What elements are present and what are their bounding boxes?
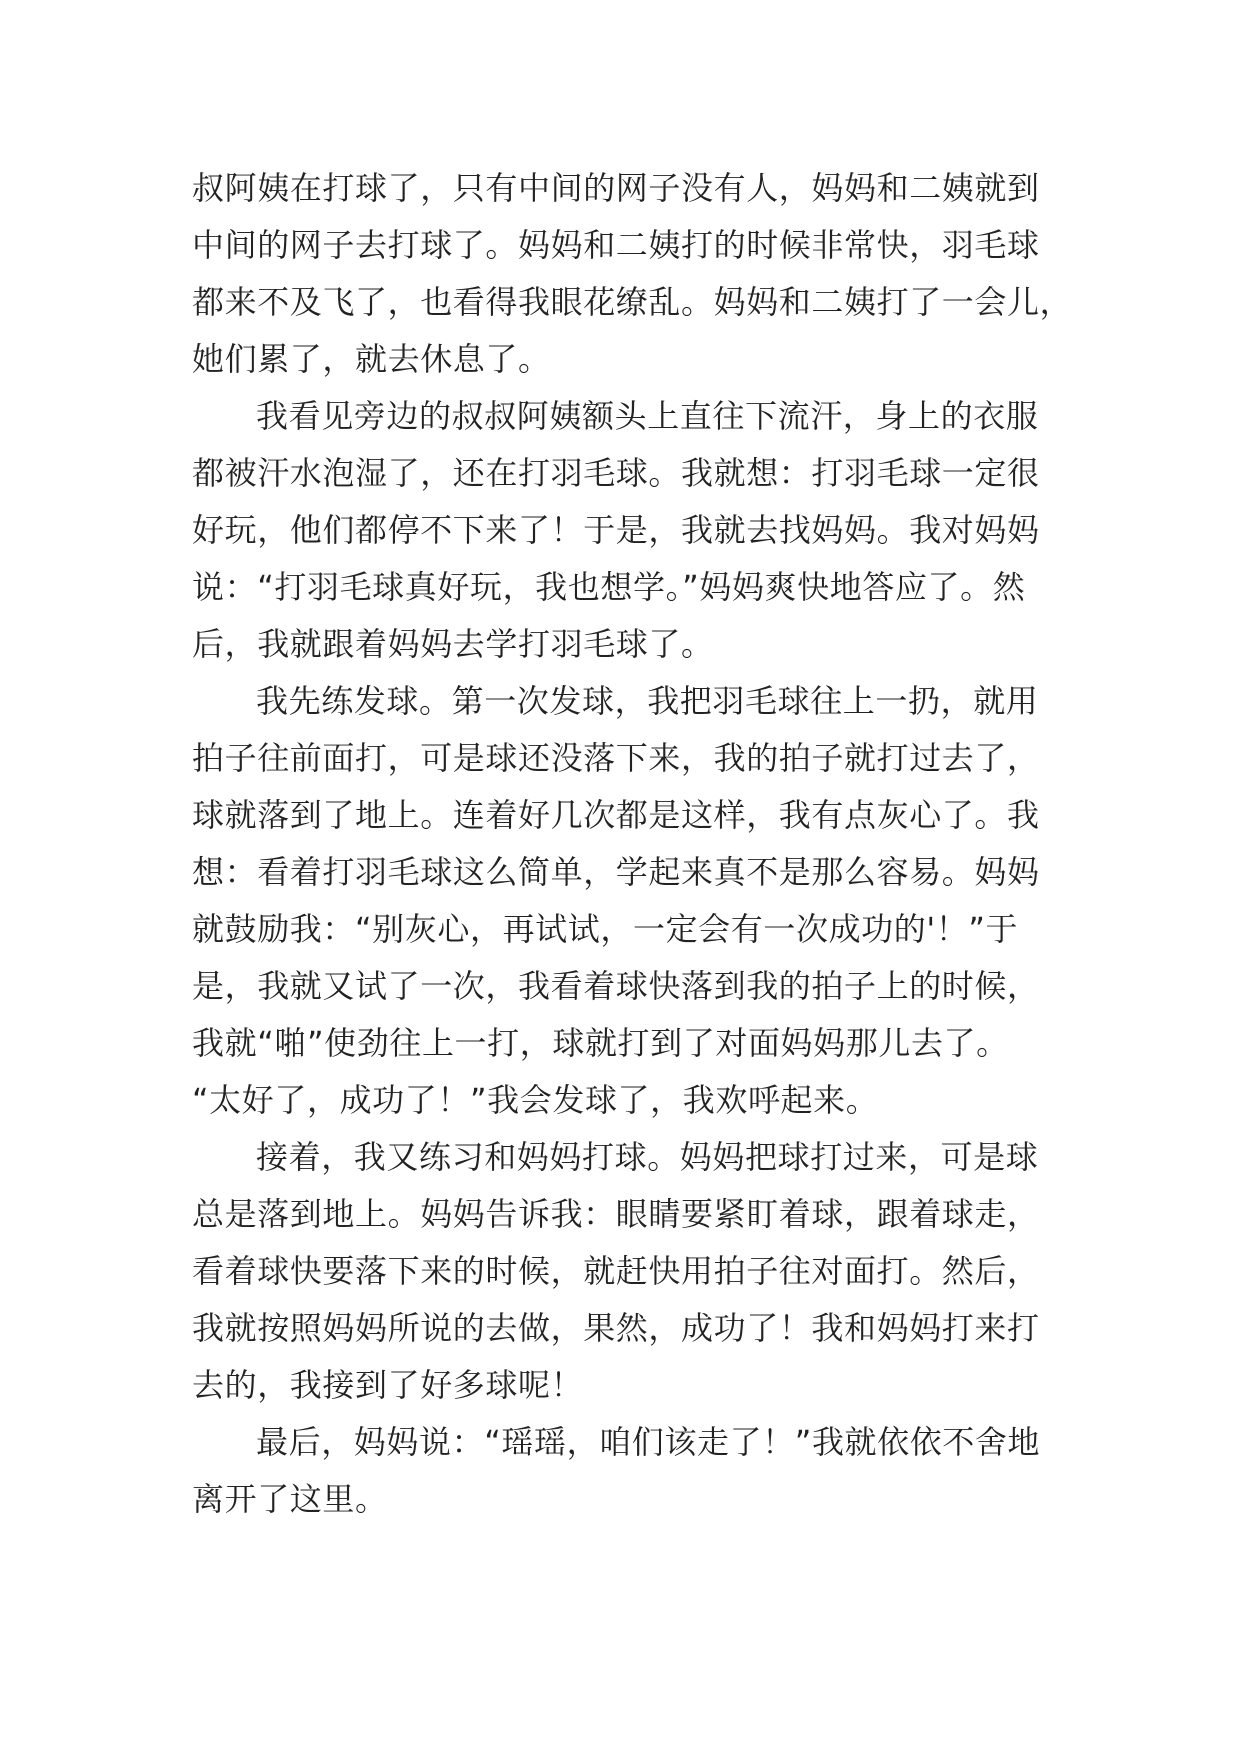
paragraph-1 <box>192 160 1073 388</box>
text-line: 离开了这里。 <box>192 1480 388 1518</box>
text-line: 去的，我接到了好多球呢！ <box>192 1366 584 1404</box>
text-line: 接着，我又练习和妈妈打球。妈妈把球打过来，可是球 <box>256 1138 1039 1176</box>
text-line: 说：“打羽毛球真好玩，我也想学。”妈妈爽快地答应了。然 <box>192 568 1026 606</box>
text-line: 想：看着打羽毛球这么简单，学起来真不是那么容易。妈妈 <box>192 853 1040 891</box>
text-line: 是，我就又试了一次，我看着球快落到我的拍子上的时候， <box>192 967 1040 1005</box>
paragraph-5 <box>192 1414 1052 1528</box>
text-line: 好玩，他们都停不下来了！于是，我就去找妈妈。我对妈妈 <box>192 511 1040 549</box>
text-line: 我就“啪”使劲往上一打，球就打到了对面妈妈那儿去了。 <box>192 1024 1009 1062</box>
text-line: 中间的网子去打球了。妈妈和二姨打的时候非常快，羽毛球 <box>192 226 1040 264</box>
text-line: 我先练发球。第一次发球，我把羽毛球往上一扔，就用 <box>256 682 1039 720</box>
paragraph-2 <box>192 388 1052 673</box>
text-line: 我看见旁边的叔叔阿姨额头上直往下流汗，身上的衣服 <box>256 397 1039 435</box>
text-line: 就鼓励我：“别灰心，再试试，一定会有一次成功的'！”于 <box>192 910 1019 948</box>
text-line: 我就按照妈妈所说的去做，果然，成功了！我和妈妈打来打 <box>192 1309 1040 1347</box>
text-line: 看着球快要落下来的时候，就赶快用拍子往对面打。然后， <box>192 1252 1040 1290</box>
text-line: 球就落到了地上。连着好几次都是这样，我有点灰心了。我 <box>192 796 1040 834</box>
text-line: 她们累了，就去休息了。 <box>192 340 551 378</box>
text-line: 都来不及飞了，也看得我眼花缭乱。妈妈和二姨打了一会儿， <box>192 283 1073 321</box>
text-line: 叔阿姨在打球了，只有中间的网子没有人，妈妈和二姨就到 <box>192 169 1040 207</box>
text-line: 拍子往前面打，可是球还没落下来，我的拍子就打过去了， <box>192 739 1040 777</box>
text-line: 后，我就跟着妈妈去学打羽毛球了。 <box>192 625 714 663</box>
text-line: 总是落到地上。妈妈告诉我：眼睛要紧盯着球，跟着球走， <box>192 1195 1040 1233</box>
body-text <box>192 160 1073 1528</box>
text-line: “太好了，成功了！”我会发球了，我欢呼起来。 <box>192 1081 879 1119</box>
paragraph-3 <box>192 673 1052 1129</box>
paragraph-4 <box>192 1129 1052 1414</box>
text-line: 最后，妈妈说：“瑶瑶，咱们该走了！”我就依依不舍地 <box>256 1423 1041 1461</box>
text-line: 都被汗水泡湿了，还在打羽毛球。我就想：打羽毛球一定很 <box>192 454 1040 492</box>
